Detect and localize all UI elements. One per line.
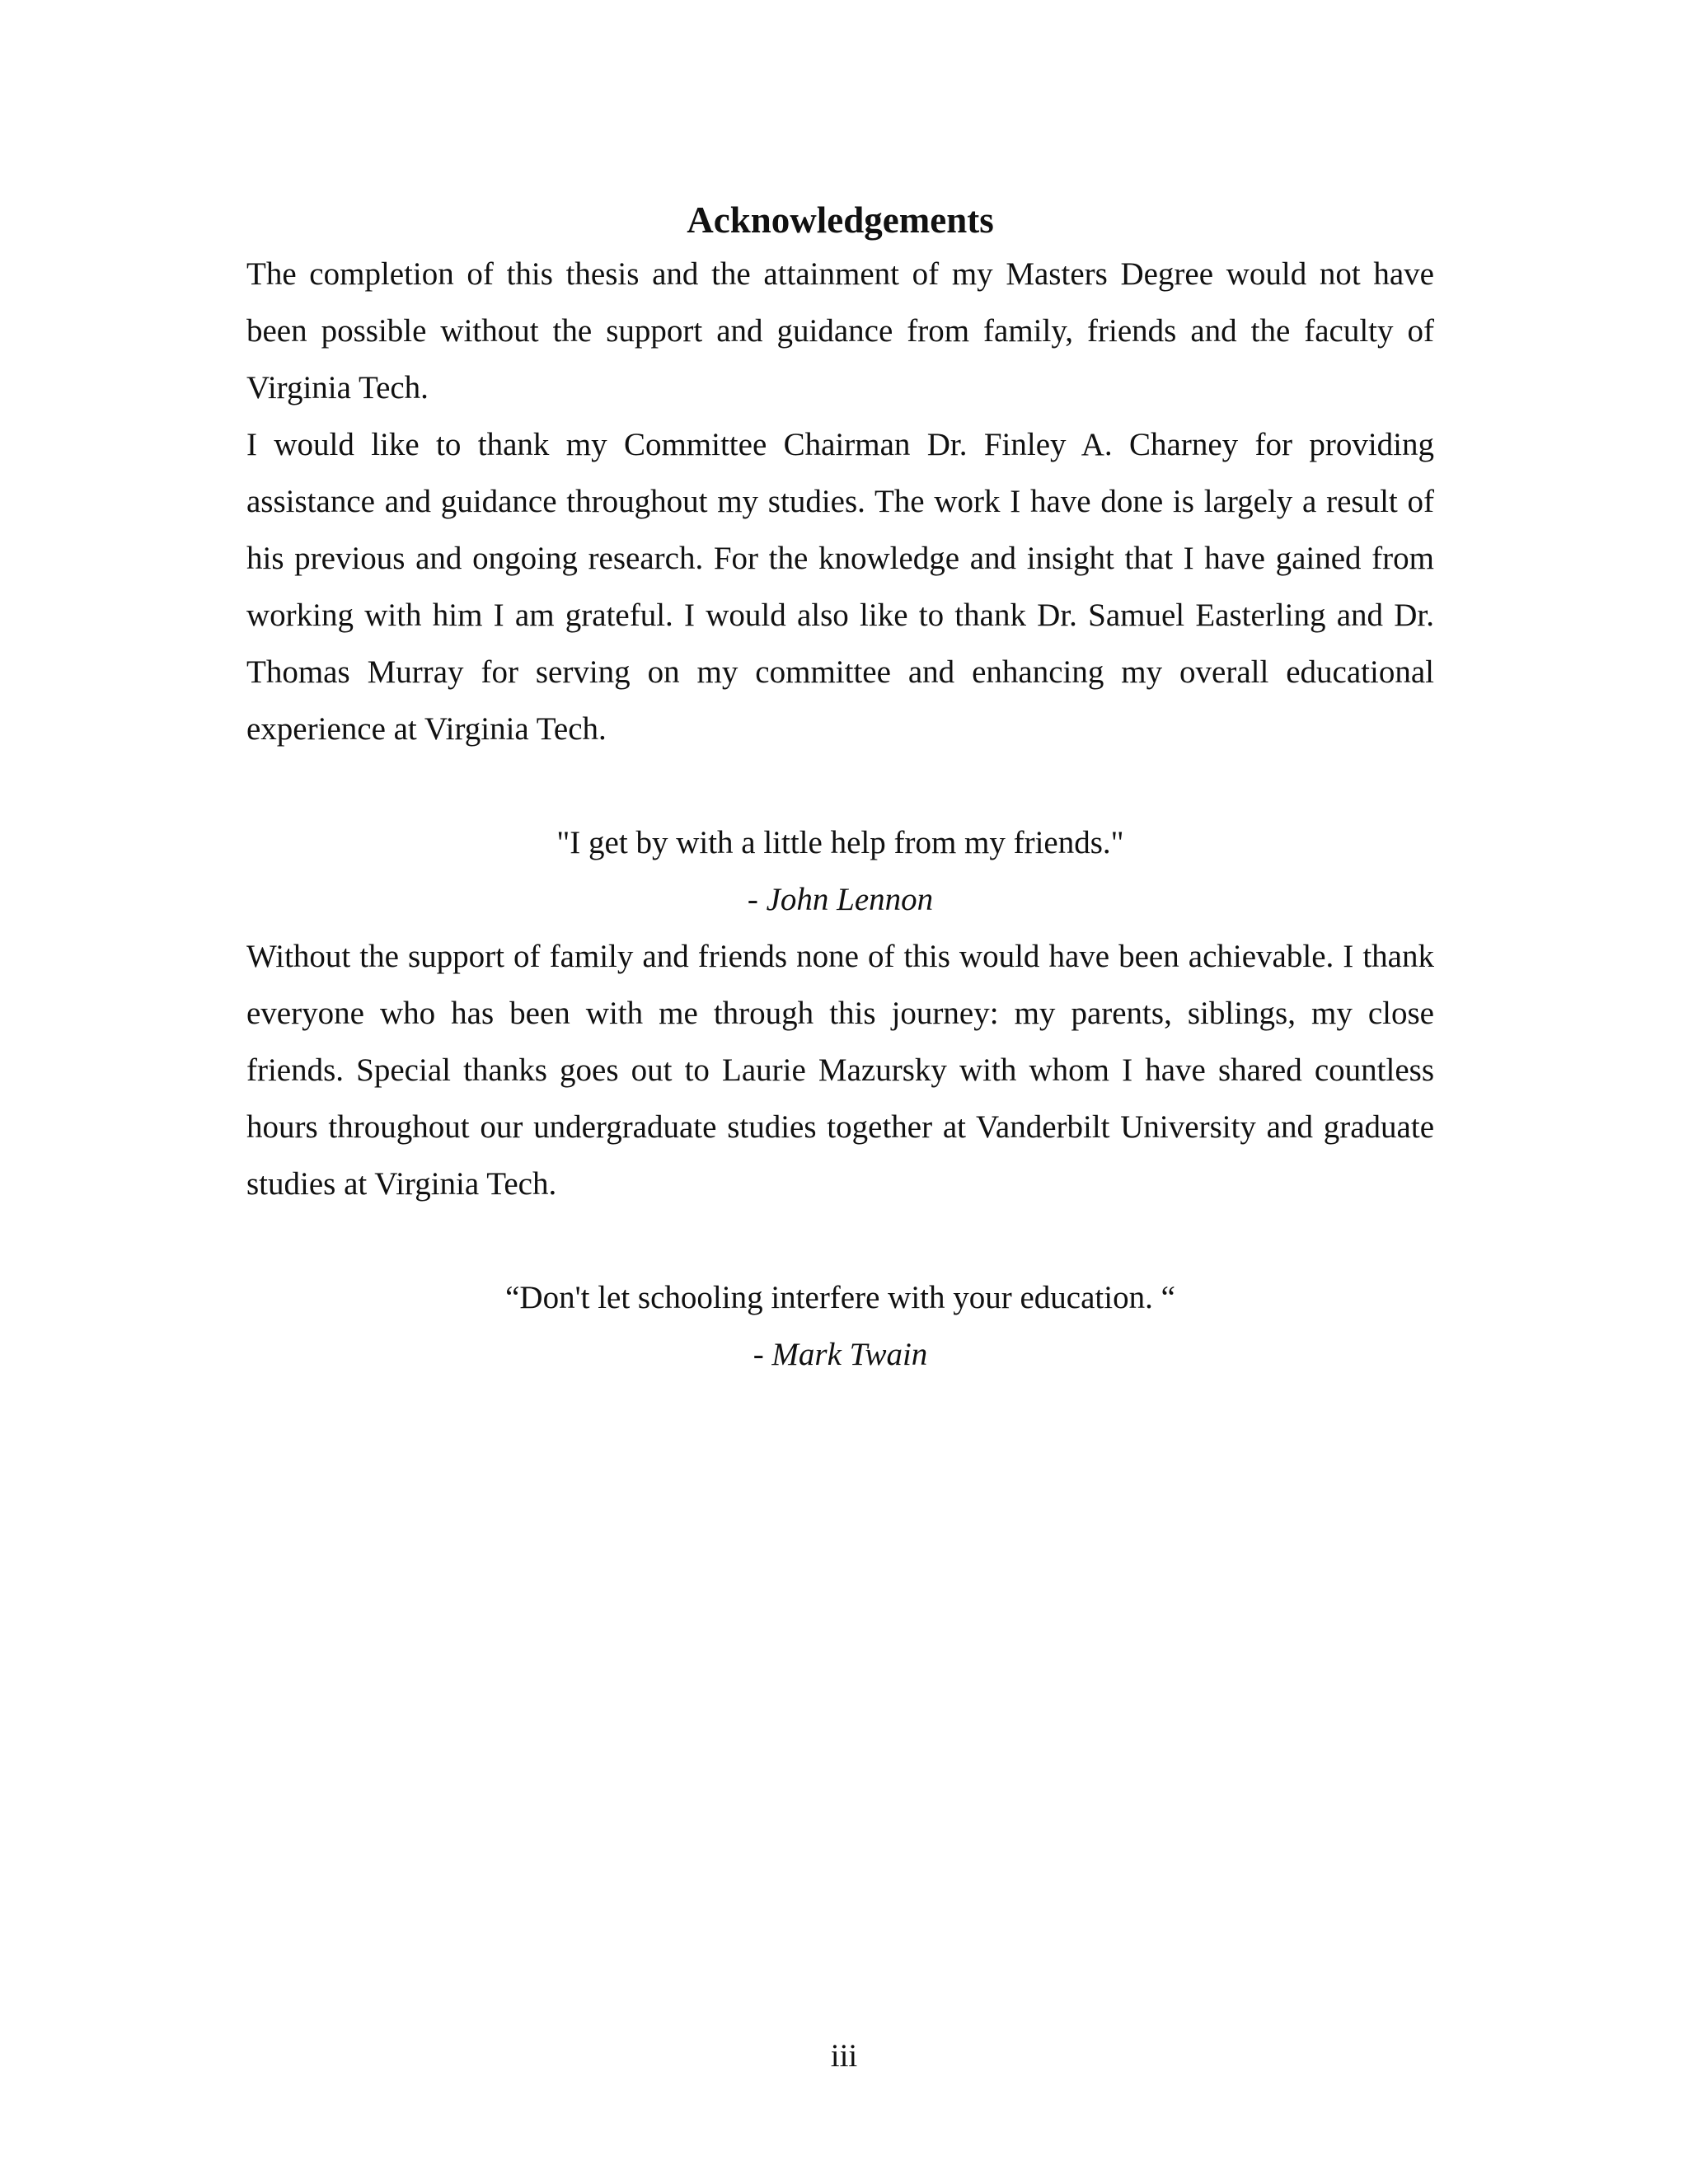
quote-twain <box>246 1269 1434 1383</box>
quote-text: “Don't let schooling interfere with your education. “ <box>505 1280 1175 1315</box>
page-content <box>246 194 1434 1383</box>
paragraph-family: Without the support of family and friends none of this would have been achievable. I thank everyone who has been with me through this journey: my parents, siblings, my close friends. Special thanks goes out to Laurie Mazursky with whom I have shared countless hours throughout our undergraduate studies together at Vanderbilt University and graduate studies at Virginia Tech. <box>246 939 1434 1202</box>
paragraph-committee: I would like to thank my Committee Chairman Dr. Finley A. Charney for providing assistance and guidance throughout my studies. The work I have done is largely a result of his previous and ongoing research. For the knowledge and insight that I have gained from working with him I am grateful. I would also like to thank Dr. Samuel Easterling and Dr. Thomas Murray for serving on my committee and enhancing my overall educational experience at Virginia Tech. <box>246 427 1434 747</box>
quote-author: - John Lennon <box>747 882 934 917</box>
quote-text: "I get by with a little help from my friends." <box>556 825 1124 860</box>
quote-author: - Mark Twain <box>753 1337 928 1372</box>
page-number: iii <box>830 2038 858 2074</box>
quote-lennon <box>246 814 1434 928</box>
paragraph-intro: The completion of this thesis and the attainment of my Masters Degree would not have been possible without the support and guidance from family, friends and the faculty of Virginia Tech. <box>246 256 1434 405</box>
page-title: Acknowledgements <box>687 199 994 241</box>
